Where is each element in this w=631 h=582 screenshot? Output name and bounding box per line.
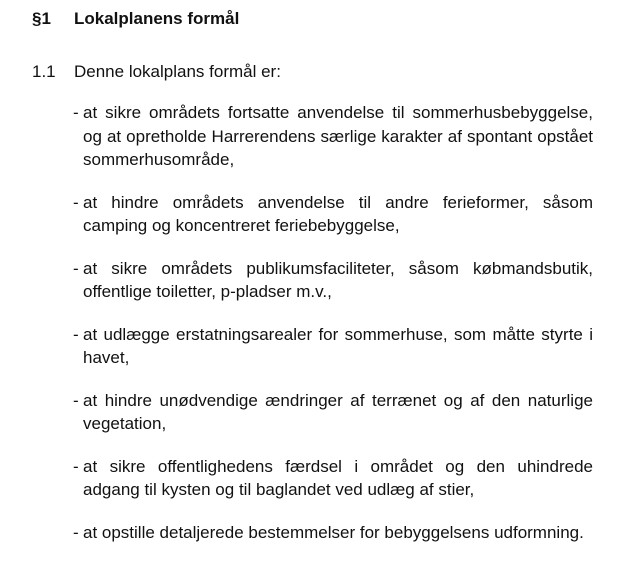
bullet-dash: - (73, 522, 79, 542)
list-item (73, 323, 593, 370)
list-item-text: at hindre unødvendige ændringer af terrænet og af den naturlige vegetation, (83, 390, 593, 433)
list-item-text: at opstille detaljerede bestemmelser for bebyggelsens udformning. (83, 522, 584, 542)
bullet-dash: - (73, 192, 79, 212)
subsection-number: 1.1 (32, 62, 56, 81)
list-item-text: at sikre offentlighedens færdsel i området og den uhindrede adgang til kysten og til baglandet ved udlæg af stier, (83, 456, 593, 499)
section-heading (32, 8, 239, 30)
list-item (73, 389, 593, 436)
list-item (73, 521, 593, 545)
bullet-dash: - (73, 390, 79, 410)
list-item-text: at sikre områdets fortsatte anvendelse til sommerhusbebyggelse, og at opretholde Harrerendens særlige karakter af spontant opstået sommerhusområde, (83, 103, 593, 169)
list-item (73, 191, 593, 238)
bullet-dash: - (73, 456, 79, 476)
bullet-dash: - (73, 324, 79, 344)
list-item-text: at sikre områdets publikumsfaciliteter, såsom købmandsbutik, offentlige toiletter, p-pladser m.v., (83, 258, 593, 301)
bullet-dash: - (73, 258, 79, 278)
bullet-dash: - (73, 103, 79, 122)
purpose-list (73, 101, 593, 563)
section-title: Lokalplanens formål (74, 9, 240, 28)
list-item (73, 257, 593, 304)
subsection-heading (32, 61, 281, 83)
section-number: §1 (32, 9, 51, 28)
subsection-intro: Denne lokalplans formål er: (74, 62, 281, 81)
list-item (73, 101, 593, 172)
list-item-text: at hindre områdets anvendelse til andre ferieformer, såsom camping og koncentreret feriebebyggelse, (83, 192, 593, 235)
list-item-text: at udlægge erstatningsarealer for sommerhuse, som måtte styrte i havet, (83, 324, 593, 367)
list-item (73, 455, 593, 502)
